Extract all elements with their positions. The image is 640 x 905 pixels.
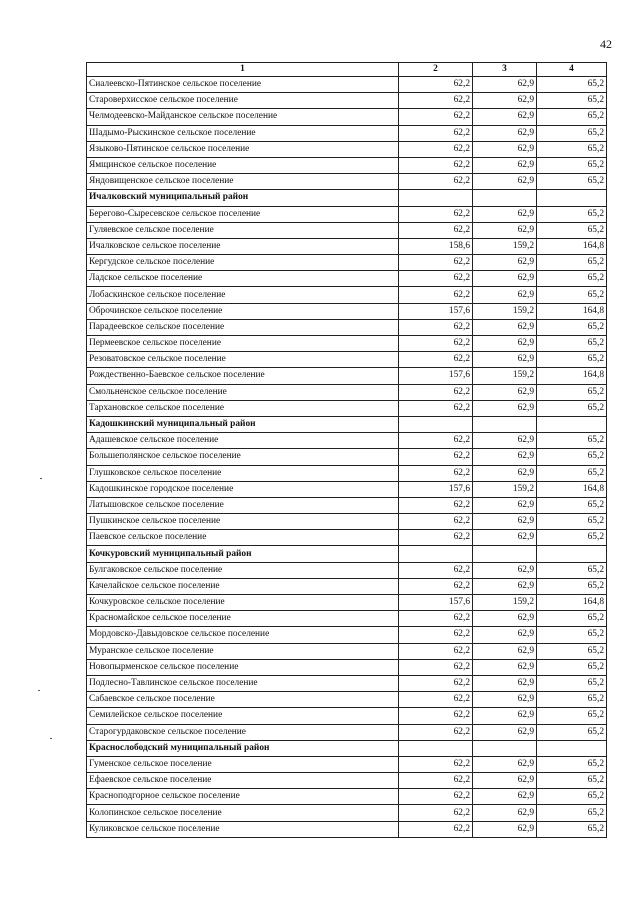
value-cell-col2: 62,2 <box>399 77 473 93</box>
value-cell-col4 <box>537 546 607 562</box>
value-cell-col2: 62,2 <box>399 465 473 481</box>
settlement-name-cell: Гуменское сельское поселение <box>87 756 399 772</box>
table-row <box>87 514 607 530</box>
value-cell-col4: 65,2 <box>537 789 607 805</box>
value-cell-col2: 158,6 <box>399 238 473 254</box>
value-cell-col4: 65,2 <box>537 125 607 141</box>
value-cell-col2: 157,6 <box>399 303 473 319</box>
value-cell-col4: 65,2 <box>537 514 607 530</box>
value-cell-col4 <box>537 416 607 432</box>
settlement-name-cell: Семилейское сельское поселение <box>87 708 399 724</box>
value-cell-col2: 62,2 <box>399 157 473 173</box>
value-cell-col2: 62,2 <box>399 675 473 691</box>
value-cell-col3: 159,2 <box>473 595 537 611</box>
table-row <box>87 562 607 578</box>
value-cell-col2: 62,2 <box>399 352 473 368</box>
value-cell-col2: 62,2 <box>399 821 473 837</box>
value-cell-col3: 62,9 <box>473 627 537 643</box>
value-cell-col3: 62,9 <box>473 271 537 287</box>
value-cell-col3: 62,9 <box>473 77 537 93</box>
table-row <box>87 821 607 837</box>
settlement-name-cell: Муранское сельское поселение <box>87 643 399 659</box>
value-cell-col2: 62,2 <box>399 125 473 141</box>
value-cell-col2: 62,2 <box>399 562 473 578</box>
value-cell-col4: 164,8 <box>537 595 607 611</box>
value-cell-col3: 62,9 <box>473 465 537 481</box>
value-cell-col4: 65,2 <box>537 611 607 627</box>
value-cell-col4: 65,2 <box>537 206 607 222</box>
value-cell-col3 <box>473 740 537 756</box>
table-row <box>87 125 607 141</box>
value-cell-col2: 62,2 <box>399 93 473 109</box>
settlement-name-cell: Латышовское сельское поселение <box>87 497 399 513</box>
table-row <box>87 692 607 708</box>
value-cell-col3: 62,9 <box>473 287 537 303</box>
district-row <box>87 416 607 432</box>
value-cell-col4: 65,2 <box>537 255 607 271</box>
column-header-2: 2 <box>399 63 473 77</box>
settlement-name-cell: Большеполянское сельское поселение <box>87 449 399 465</box>
settlement-name-cell: Оброчинское сельское поселение <box>87 303 399 319</box>
value-cell-col4: 164,8 <box>537 303 607 319</box>
settlement-name-cell: Ефаевское сельское поселение <box>87 773 399 789</box>
district-row <box>87 546 607 562</box>
value-cell-col3: 62,9 <box>473 708 537 724</box>
value-cell-col3: 62,9 <box>473 384 537 400</box>
table-row <box>87 141 607 157</box>
settlement-name-cell: Ичалковское сельское поселение <box>87 238 399 254</box>
settlement-name-cell: Рождественно-Баевское сельское поселение <box>87 368 399 384</box>
value-cell-col4: 65,2 <box>537 384 607 400</box>
value-cell-col4: 65,2 <box>537 627 607 643</box>
value-cell-col3: 62,9 <box>473 821 537 837</box>
table-row <box>87 449 607 465</box>
value-cell-col4: 65,2 <box>537 465 607 481</box>
value-cell-col3: 62,9 <box>473 805 537 821</box>
margin-mark <box>50 738 52 739</box>
settlement-name-cell: Староверхисское сельское поселение <box>87 93 399 109</box>
value-cell-col3: 62,9 <box>473 675 537 691</box>
table-body <box>87 77 607 838</box>
value-cell-col4: 65,2 <box>537 643 607 659</box>
settlement-name-cell: Качелайское сельское поселение <box>87 578 399 594</box>
value-cell-col2: 62,2 <box>399 530 473 546</box>
table-row <box>87 319 607 335</box>
settlement-name-cell: Глушковское сельское поселение <box>87 465 399 481</box>
value-cell-col4: 65,2 <box>537 141 607 157</box>
table-row <box>87 352 607 368</box>
district-name-cell: Ичалковский муниципальный район <box>87 190 399 206</box>
value-cell-col2: 157,6 <box>399 481 473 497</box>
value-cell-col2 <box>399 740 473 756</box>
settlement-name-cell: Челмодеевско-Майданское сельское поселение <box>87 109 399 125</box>
value-cell-col3: 62,9 <box>473 352 537 368</box>
table-row <box>87 433 607 449</box>
value-cell-col3: 62,9 <box>473 433 537 449</box>
value-cell-col3: 159,2 <box>473 303 537 319</box>
value-cell-col2 <box>399 190 473 206</box>
value-cell-col4: 65,2 <box>537 675 607 691</box>
settlement-name-cell: Парадеевское сельское поселение <box>87 319 399 335</box>
page-number: 42 <box>600 37 612 51</box>
value-cell-col3: 62,9 <box>473 336 537 352</box>
table-row <box>87 773 607 789</box>
value-cell-col3: 62,9 <box>473 222 537 238</box>
settlement-name-cell: Подлесно-Тавлинское сельское поселение <box>87 675 399 691</box>
value-cell-col4 <box>537 190 607 206</box>
value-cell-col2: 62,2 <box>399 255 473 271</box>
value-cell-col2: 62,2 <box>399 789 473 805</box>
value-cell-col3: 62,9 <box>473 530 537 546</box>
value-cell-col4: 65,2 <box>537 336 607 352</box>
settlement-name-cell: Новопырменское сельское поселение <box>87 659 399 675</box>
value-cell-col4: 65,2 <box>537 562 607 578</box>
table-row <box>87 643 607 659</box>
settlement-name-cell: Тархановское сельское поселение <box>87 400 399 416</box>
settlement-name-cell: Сиалеевско-Пятинское сельское поселение <box>87 77 399 93</box>
value-cell-col4: 65,2 <box>537 578 607 594</box>
value-cell-col3: 62,9 <box>473 773 537 789</box>
value-cell-col3 <box>473 190 537 206</box>
value-cell-col4 <box>537 740 607 756</box>
value-cell-col3: 62,9 <box>473 578 537 594</box>
value-cell-col3: 62,9 <box>473 157 537 173</box>
value-cell-col4: 65,2 <box>537 692 607 708</box>
table-row <box>87 271 607 287</box>
table-row <box>87 675 607 691</box>
header-row <box>87 63 607 77</box>
settlement-name-cell: Красномайское сельское поселение <box>87 611 399 627</box>
value-cell-col3: 62,9 <box>473 449 537 465</box>
value-cell-col2: 157,6 <box>399 368 473 384</box>
value-cell-col4: 65,2 <box>537 174 607 190</box>
value-cell-col3 <box>473 546 537 562</box>
column-header-1: 1 <box>87 63 399 77</box>
table-row <box>87 578 607 594</box>
table-row <box>87 222 607 238</box>
settlement-name-cell: Ладское сельское поселение <box>87 271 399 287</box>
tariff-table <box>86 62 607 838</box>
value-cell-col2: 62,2 <box>399 287 473 303</box>
table-row <box>87 595 607 611</box>
value-cell-col2: 62,2 <box>399 206 473 222</box>
value-cell-col2: 62,2 <box>399 222 473 238</box>
value-cell-col2: 62,2 <box>399 384 473 400</box>
settlement-name-cell: Кергудское сельское поселение <box>87 255 399 271</box>
settlement-name-cell: Куликовское сельское поселение <box>87 821 399 837</box>
value-cell-col3: 62,9 <box>473 497 537 513</box>
value-cell-col2: 62,2 <box>399 643 473 659</box>
settlement-name-cell: Паевское сельское поселение <box>87 530 399 546</box>
settlement-name-cell: Берегово-Сыресевское сельское поселение <box>87 206 399 222</box>
value-cell-col4: 65,2 <box>537 530 607 546</box>
value-cell-col4: 65,2 <box>537 659 607 675</box>
settlement-name-cell: Сабаевское сельское поселение <box>87 692 399 708</box>
settlement-name-cell: Кочкуровское сельское поселение <box>87 595 399 611</box>
value-cell-col3: 62,9 <box>473 514 537 530</box>
table-row <box>87 77 607 93</box>
value-cell-col3: 62,9 <box>473 206 537 222</box>
table-row <box>87 303 607 319</box>
value-cell-col2 <box>399 546 473 562</box>
margin-mark <box>38 690 40 691</box>
district-name-cell: Кочкуровский муниципальный район <box>87 546 399 562</box>
value-cell-col4: 65,2 <box>537 287 607 303</box>
value-cell-col3 <box>473 416 537 432</box>
value-cell-col4: 65,2 <box>537 157 607 173</box>
value-cell-col3: 62,9 <box>473 93 537 109</box>
value-cell-col2: 62,2 <box>399 611 473 627</box>
table-row <box>87 724 607 740</box>
value-cell-col4: 65,2 <box>537 708 607 724</box>
value-cell-col3: 62,9 <box>473 562 537 578</box>
value-cell-col4: 164,8 <box>537 481 607 497</box>
value-cell-col2 <box>399 416 473 432</box>
settlement-name-cell: Яндовищенское сельское поселение <box>87 174 399 190</box>
value-cell-col3: 62,9 <box>473 789 537 805</box>
value-cell-col2: 62,2 <box>399 514 473 530</box>
table-row <box>87 157 607 173</box>
settlement-name-cell: Языково-Пятинское сельское поселение <box>87 141 399 157</box>
column-header-4: 4 <box>537 63 607 77</box>
value-cell-col2: 62,2 <box>399 336 473 352</box>
value-cell-col3: 159,2 <box>473 238 537 254</box>
value-cell-col4: 65,2 <box>537 724 607 740</box>
table-row <box>87 465 607 481</box>
table-row <box>87 93 607 109</box>
value-cell-col2: 62,2 <box>399 805 473 821</box>
value-cell-col4: 65,2 <box>537 756 607 772</box>
value-cell-col2: 62,2 <box>399 141 473 157</box>
value-cell-col3: 62,9 <box>473 255 537 271</box>
value-cell-col3: 159,2 <box>473 481 537 497</box>
value-cell-col3: 62,9 <box>473 692 537 708</box>
value-cell-col3: 62,9 <box>473 659 537 675</box>
value-cell-col2: 62,2 <box>399 271 473 287</box>
table-row <box>87 255 607 271</box>
value-cell-col2: 62,2 <box>399 497 473 513</box>
settlement-name-cell: Булгаковское сельское поселение <box>87 562 399 578</box>
value-cell-col4: 65,2 <box>537 319 607 335</box>
value-cell-col2: 62,2 <box>399 773 473 789</box>
table-header <box>87 63 607 77</box>
settlement-name-cell: Ямщинское сельское поселение <box>87 157 399 173</box>
value-cell-col4: 65,2 <box>537 109 607 125</box>
table-row <box>87 627 607 643</box>
column-header-3: 3 <box>473 63 537 77</box>
value-cell-col4: 65,2 <box>537 77 607 93</box>
district-name-cell: Краснослободский муниципальный район <box>87 740 399 756</box>
settlement-name-cell: Смольненское сельское поселение <box>87 384 399 400</box>
table-row <box>87 611 607 627</box>
table-row <box>87 789 607 805</box>
table-row <box>87 368 607 384</box>
value-cell-col2: 62,2 <box>399 627 473 643</box>
table-row <box>87 287 607 303</box>
value-cell-col4: 65,2 <box>537 805 607 821</box>
settlement-name-cell: Колопинское сельское поселение <box>87 805 399 821</box>
value-cell-col3: 62,9 <box>473 724 537 740</box>
table-row <box>87 384 607 400</box>
table-row <box>87 497 607 513</box>
settlement-name-cell: Лобаскинское сельское поселение <box>87 287 399 303</box>
table-row <box>87 336 607 352</box>
settlement-name-cell: Шадымо-Рыскинское сельское поселение <box>87 125 399 141</box>
value-cell-col2: 62,2 <box>399 692 473 708</box>
settlement-name-cell: Пермеевское сельское поселение <box>87 336 399 352</box>
table-row <box>87 659 607 675</box>
table-row <box>87 708 607 724</box>
table-row <box>87 481 607 497</box>
value-cell-col4: 164,8 <box>537 368 607 384</box>
value-cell-col3: 62,9 <box>473 400 537 416</box>
value-cell-col3: 159,2 <box>473 368 537 384</box>
value-cell-col4: 65,2 <box>537 400 607 416</box>
value-cell-col2: 62,2 <box>399 659 473 675</box>
value-cell-col3: 62,9 <box>473 756 537 772</box>
value-cell-col4: 65,2 <box>537 271 607 287</box>
table-row <box>87 109 607 125</box>
value-cell-col3: 62,9 <box>473 611 537 627</box>
table-row <box>87 756 607 772</box>
value-cell-col3: 62,9 <box>473 141 537 157</box>
value-cell-col4: 65,2 <box>537 449 607 465</box>
table-row <box>87 238 607 254</box>
value-cell-col2: 62,2 <box>399 400 473 416</box>
value-cell-col2: 157,6 <box>399 595 473 611</box>
table-row <box>87 174 607 190</box>
value-cell-col3: 62,9 <box>473 125 537 141</box>
district-row <box>87 740 607 756</box>
value-cell-col2: 62,2 <box>399 578 473 594</box>
settlement-name-cell: Красноподгорное сельское поселение <box>87 789 399 805</box>
value-cell-col4: 65,2 <box>537 821 607 837</box>
value-cell-col3: 62,9 <box>473 319 537 335</box>
settlement-name-cell: Кадошкинское городское поселение <box>87 481 399 497</box>
value-cell-col4: 65,2 <box>537 773 607 789</box>
value-cell-col2: 62,2 <box>399 174 473 190</box>
value-cell-col4: 65,2 <box>537 352 607 368</box>
table-row <box>87 805 607 821</box>
settlement-name-cell: Адашевское сельское поселение <box>87 433 399 449</box>
settlement-name-cell: Пушкинское сельское поселение <box>87 514 399 530</box>
value-cell-col4: 164,8 <box>537 238 607 254</box>
value-cell-col3: 62,9 <box>473 174 537 190</box>
value-cell-col4: 65,2 <box>537 222 607 238</box>
value-cell-col2: 62,2 <box>399 756 473 772</box>
value-cell-col2: 62,2 <box>399 319 473 335</box>
value-cell-col4: 65,2 <box>537 93 607 109</box>
value-cell-col3: 62,9 <box>473 109 537 125</box>
table-row <box>87 400 607 416</box>
value-cell-col2: 62,2 <box>399 433 473 449</box>
settlement-name-cell: Старогурдаковское сельское поселение <box>87 724 399 740</box>
margin-mark <box>40 478 42 479</box>
value-cell-col3: 62,9 <box>473 643 537 659</box>
district-row <box>87 190 607 206</box>
value-cell-col2: 62,2 <box>399 724 473 740</box>
settlement-name-cell: Гуляевское сельское поселение <box>87 222 399 238</box>
table-row <box>87 530 607 546</box>
value-cell-col2: 62,2 <box>399 708 473 724</box>
value-cell-col2: 62,2 <box>399 449 473 465</box>
value-cell-col4: 65,2 <box>537 433 607 449</box>
settlement-name-cell: Резоватовское сельское поселение <box>87 352 399 368</box>
value-cell-col4: 65,2 <box>537 497 607 513</box>
table-row <box>87 206 607 222</box>
district-name-cell: Кадошкинский муниципальный район <box>87 416 399 432</box>
settlement-name-cell: Мордовско-Давыдовское сельское поселение <box>87 627 399 643</box>
value-cell-col2: 62,2 <box>399 109 473 125</box>
